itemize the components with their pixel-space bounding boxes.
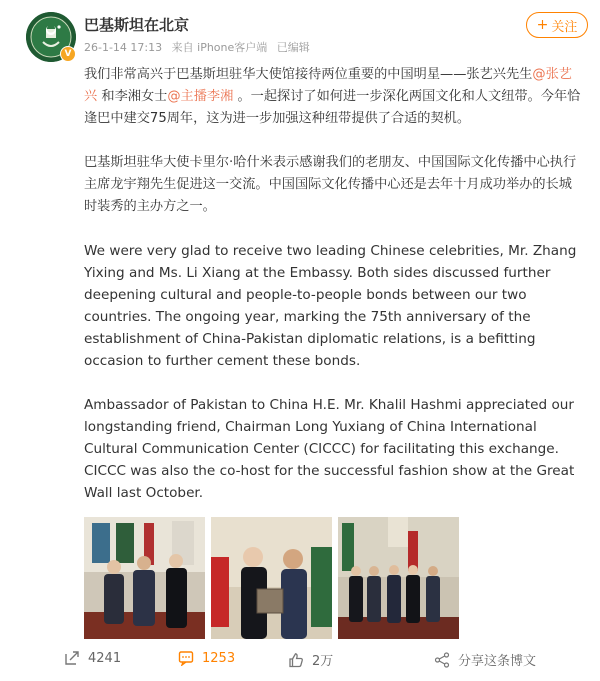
en-paragraph-1: We were very glad to receive two leading Chinese celebrities, Mr. Zhang Yixing and Ms. Li Xiang at the Embassy. Both sides discussed further deepening cultural and people-to-people bonds between our two countries. The ongoing year, marking the 75th anniversary of the establishment of China-Pakistan diplomatic relations, is a befitting occasion to further cement these bonds. xyxy=(84,243,577,369)
zh-paragraph-1 xyxy=(84,64,584,130)
photo-grid xyxy=(84,517,464,639)
post-action-bar xyxy=(0,644,600,674)
share-button[interactable] xyxy=(434,650,536,669)
repost-count: 4241 xyxy=(88,650,122,666)
mention-link-li-xiang[interactable]: @主播李湘 xyxy=(167,89,234,104)
like-count: 2万 xyxy=(312,654,334,669)
post-photo-1[interactable] xyxy=(84,517,205,639)
edited-label[interactable]: 已编辑 xyxy=(276,41,310,54)
follow-button[interactable] xyxy=(526,12,588,38)
post-timestamp[interactable]: 26-1-14 17:13 xyxy=(84,41,163,54)
comment-button[interactable] xyxy=(178,650,235,666)
photo-group-meeting-image xyxy=(84,517,205,639)
post-meta xyxy=(84,39,316,55)
repost-icon xyxy=(64,650,80,666)
verified-badge-icon: V xyxy=(60,46,76,62)
zh-text: 我们非常高兴于巴基斯坦驻华大使馆接待两位重要的中国明星——张艺兴先生 xyxy=(84,67,533,82)
post-content xyxy=(84,64,584,526)
zh-paragraph-2: 巴基斯坦驻华大使卡里尔·哈什米表示感谢我们的老朋友、中国国际文化传播中心执行主席龙宇翔先生促进这一交流。中国国际文化传播中心还是去年十月成功举办的长城时装秀的主办方之一。 xyxy=(84,155,577,214)
share-label: 分享这条博文 xyxy=(458,654,537,669)
like-icon xyxy=(288,652,304,668)
like-button[interactable] xyxy=(288,650,333,669)
share-icon xyxy=(434,652,450,668)
author-name[interactable]: 巴基斯坦在北京 xyxy=(84,16,190,34)
photo-group-photo-image xyxy=(338,517,459,639)
post-photo-2[interactable] xyxy=(211,517,332,639)
comment-icon xyxy=(178,650,194,666)
follow-label: 关注 xyxy=(551,19,578,35)
photo-gift-exchange-image xyxy=(211,517,332,639)
post-source: 来自 iPhone客户端 xyxy=(171,41,268,54)
zh-text: 和李湘女士 xyxy=(97,89,168,104)
zh-text: 。一起探讨了如何进一步深化两国文化和人文纽带。今年恰逢巴中建交75周年，这为进一步加强这种纽带提供了合适的契机。 xyxy=(84,89,581,126)
comment-count: 1253 xyxy=(202,650,236,666)
plus-icon: + xyxy=(536,17,549,33)
post-photo-3[interactable] xyxy=(338,517,459,639)
repost-button[interactable] xyxy=(64,650,121,666)
en-paragraph-2: Ambassador of Pakistan to China H.E. Mr. Khalil Hashmi appreciated our longstanding friend, Chairman Long Yuxiang of China International Cultural Communication Center (CICCC) for facilitating this exchange. CICCC was also the co-host for the successful fashion show at the Great Wall last October. xyxy=(84,397,575,501)
mention-link-zhang-yixing[interactable]: @张艺兴 xyxy=(84,67,572,104)
